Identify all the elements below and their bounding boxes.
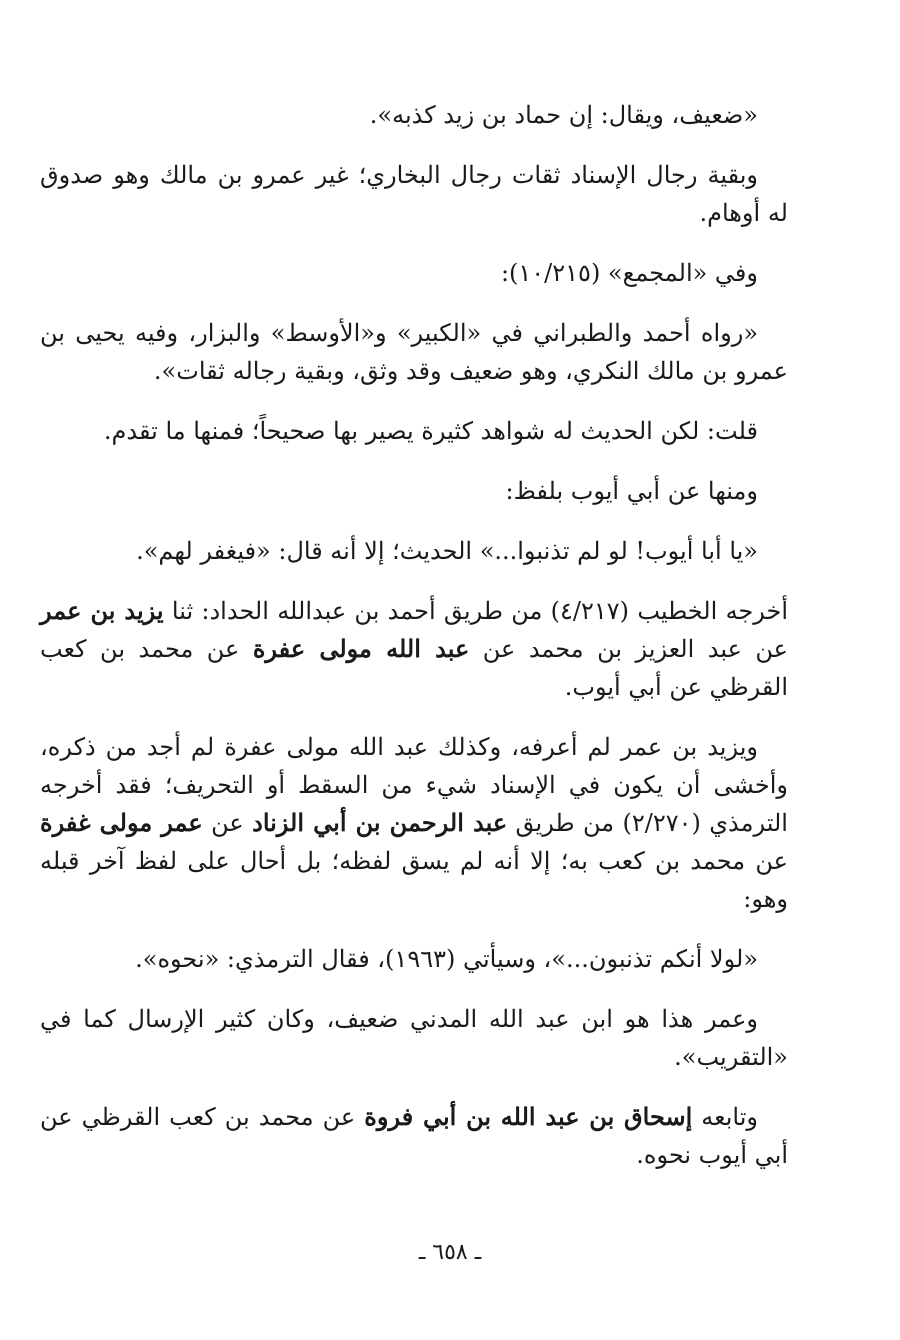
- narrator-name-abdullah: عبد الله مولى عفرة: [252, 634, 470, 663]
- paragraph-3: وفي «المجمع» (١٠/٢١٥):: [500, 259, 758, 287]
- paragraph-8-text-e: عن محمد بن كعب القرظي عن أبي أيوب.: [40, 635, 788, 701]
- paragraph-4: «رواه أحمد والطبراني في «الكبير» و«الأوسط» والبزار، وفيه يحيى بن عمرو بن مالك النكري، وهو ضعيف وقد وثق، وبقية رجاله ثقات».: [40, 319, 788, 385]
- paragraph-9-text-e: عن محمد بن كعب به؛ إلا أنه لم يسق لفظه؛ بل أحال على لفظ آخر قبله وهو:: [40, 847, 788, 913]
- paragraph-9-text-c: عن: [202, 809, 253, 837]
- paragraph-12-text-a: وتابعه: [692, 1103, 759, 1131]
- page-body: [40, 96, 788, 1196]
- paragraph-9: [40, 728, 788, 918]
- paragraph-2: وبقية رجال الإسناد ثقات رجال البخاري؛ غير عمرو بن مالك وهو صدوق له أوهام.: [40, 161, 788, 227]
- paragraph-8-text-a: أخرجه الخطيب (٤/٢١٧) من طريق أحمد بن عبدالله الحداد: ثنا: [163, 597, 789, 625]
- narrator-name-abdulrahman: عبد الرحمن بن أبي الزناد: [252, 808, 508, 837]
- paragraph-8-text-c: عن عبد العزيز بن محمد عن: [469, 635, 788, 663]
- paragraph-12: [40, 1098, 788, 1174]
- paragraph-7: «يا أبا أيوب! لو لم تذنبوا...» الحديث؛ إلا أنه قال: «فيغفر لهم».: [136, 537, 758, 565]
- narrator-name-umar: عمر مولى غفرة: [40, 808, 203, 837]
- paragraph-9-text-a: ويزيد بن عمر لم أعرفه، وكذلك عبد الله مولى عفرة لم أجد من ذكره، وأخشى أن يكون في الإسناد شيء من السقط أو التحريف؛ فقد أخرجه الترمذي (٢/٢٧٠) من طريق: [40, 733, 788, 837]
- paragraph-5: قلت: لكن الحديث له شواهد كثيرة يصير بها صحيحاً؛ فمنها ما تقدم.: [103, 417, 758, 445]
- paragraph-1: «ضعيف، ويقال: إن حماد بن زيد كذبه».: [369, 101, 758, 129]
- narrator-name-yazid: يزيد بن عمر: [40, 596, 164, 625]
- paragraph-6: ومنها عن أبي أيوب بلفظ:: [505, 477, 758, 505]
- paragraph-11: وعمر هذا هو ابن عبد الله المدني ضعيف، وكان كثير الإرسال كما في «التقريب».: [40, 1005, 788, 1071]
- narrator-name-ishaq: إسحاق بن عبد الله بن أبي فروة: [364, 1102, 693, 1131]
- page-number: ـ ٦٥٨ ـ: [418, 1240, 482, 1265]
- paragraph-8: [40, 592, 788, 706]
- paragraph-12-text-c: عن محمد بن كعب القرظي عن أبي أيوب نحوه.: [40, 1103, 788, 1169]
- paragraph-10: «لولا أنكم تذنبون...»، وسيأتي (١٩٦٣)، فقال الترمذي: «نحوه».: [135, 945, 758, 973]
